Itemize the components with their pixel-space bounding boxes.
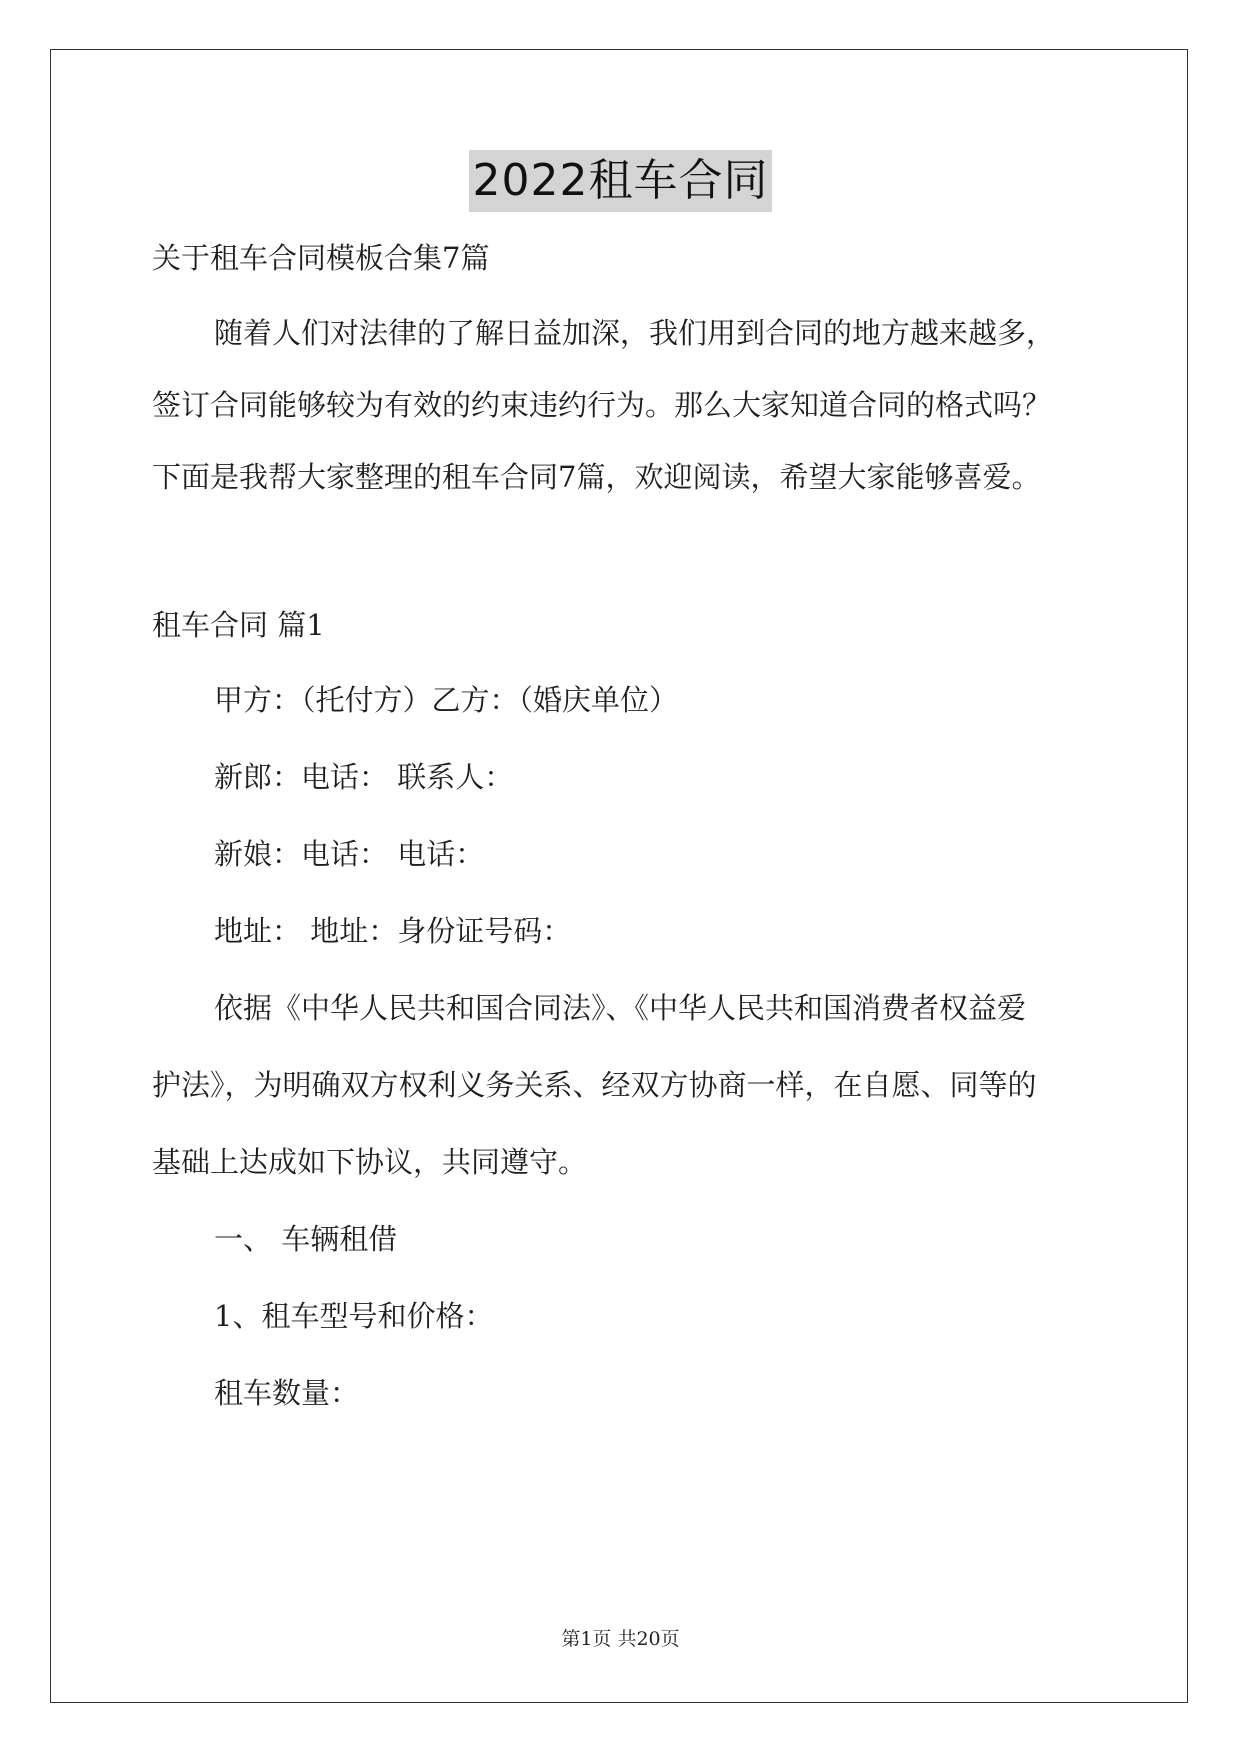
document-subtitle: 关于租车合同模板合集7篇 (152, 241, 490, 275)
groom-line: 新郎：电话： 联系人： (214, 760, 514, 794)
address-line: 地址： 地址：身份证号码： (214, 914, 572, 948)
bride-line: 新娘：电话： 电话： (214, 837, 485, 871)
basis-line-2: 护法》，为明确双方权利义务关系、经双方协商一样，在自愿、同等的 (152, 1068, 1037, 1102)
page-border (50, 49, 1188, 1703)
intro-line-3: 下面是我帮大家整理的租车合同7篇，欢迎阅读，希望大家能够喜爱。 (152, 460, 1041, 494)
intro-line-1: 随着人们对法律的了解日益加深，我们用到合同的地方越来越多， (214, 316, 1056, 350)
clause-item-1: 1、租车型号和价格： (214, 1299, 494, 1333)
parties-line: 甲方：（托付方）乙方：（婚庆单位） (214, 683, 679, 717)
document-title: 2022租车合同 (469, 150, 773, 212)
clause-heading: 一、 车辆租借 (214, 1222, 398, 1256)
clause-item-quantity: 租车数量： (214, 1376, 360, 1410)
basis-line-1: 依据《中华人民共和国合同法》、《中华人民共和国消费者权益爱 (214, 991, 1027, 1025)
section-heading: 租车合同 篇1 (152, 608, 325, 642)
intro-line-2: 签订合同能够较为有效的约束违约行为。那么大家知道合同的格式吗？ (152, 388, 1052, 422)
page-footer: 第1页 共20页 (561, 1628, 680, 1650)
title-container (0, 150, 1241, 212)
basis-line-3: 基础上达成如下协议，共同遵守。 (152, 1145, 588, 1179)
